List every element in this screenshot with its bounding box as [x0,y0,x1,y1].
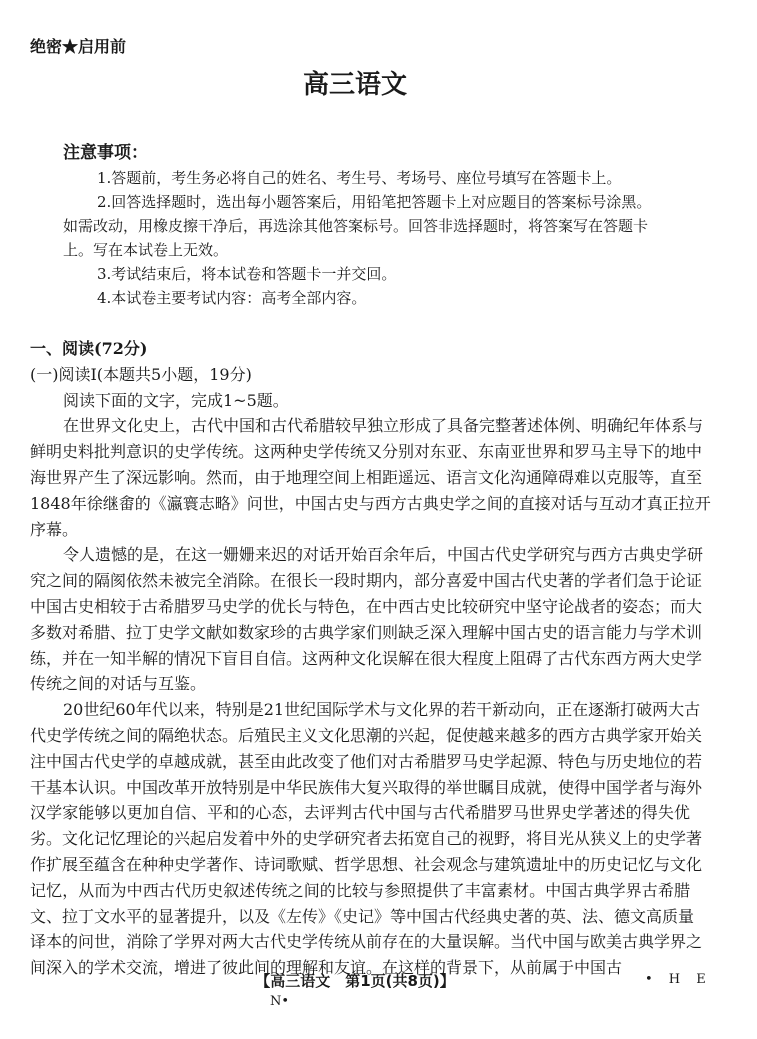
paragraph-line: 劣。文化记忆理论的兴起启发着中外的史学研究者去拓宽自己的视野，将目光从狭义上的史学著 [30,829,703,849]
paragraph-line: 练，并在一知半解的情况下盲目自信。这两种文化误解在很大程度上阻碍了古代东西方两大史学 [30,648,703,668]
paragraph [30,413,711,542]
footer-mark-right: • H E [645,972,712,987]
paragraph-line: 汉学家能够以更加自信、平和的心态，去评判古代中国与古代希腊罗马世界史学著述的得失优 [30,803,690,823]
page-title: 高三语文 [302,70,407,100]
instruction-text: 阅读下面的文字，完成1~5题。 [63,390,289,410]
notice-item: 如需改动，用橡皮擦干净后，再选涂其他答案标号。回答非选择题时，将答案写在答题卡 [63,217,649,235]
paragraph-line: 20世纪60年代以来，特别是21世纪国际学术与文化界的若干新动向，正在逐渐打破两大古 [63,700,701,720]
paragraph-line: 注中国古代史学的卓越成就，甚至由此改变了他们对古希腊罗马史学起源、特色与历史地位的若 [30,751,703,771]
notice-item: 1.答题前，考生务必将自己的姓名、考生号、考场号、座位号填写在答题卡上。 [97,169,622,187]
paragraph-line: 代史学传统之间的隔绝状态。后殖民主义文化思潮的兴起，促使越来越多的西方古典学家开始关 [30,725,703,745]
paragraph-line: 中国古史相较于古希腊罗马史学的优长与特色，在中西古史比较研究中坚守论战者的姿态；而大 [30,596,703,616]
paragraph-line: 究之间的隔阂依然未被完全消除。在很长一段时期内，部分喜爱中国古代史著的学者们急于论证 [30,571,703,591]
notice-item: 上。写在本试卷上无效。 [63,241,229,259]
footer-mark-bottom: N• [270,994,290,1009]
notice-list [63,166,653,310]
paragraph-line: 作扩展至蕴含在种种史学著作、诗词歌赋、哲学思想、社会观念与建筑遗址中的历史记忆与文化 [30,854,703,874]
notice-item: 4.本试卷主要考试内容：高考全部内容。 [97,289,367,307]
notice-item: 2.回答选择题时，选出每小题答案后，用铅笔把答题卡上对应题目的答案标号涂黑。 [97,193,652,211]
paragraph-line: 干基本认识。中国改革开放特别是中华民族伟大复兴取得的举世瞩目成就，使得中国学者与海外 [30,777,703,797]
paragraph-line: 传统之间的对话与互鉴。 [30,674,207,694]
paragraph-line: 文、拉丁文水平的显著提升，以及《左传》《史记》等中国古代经典史著的英、法、德文高质量 [30,906,695,926]
paragraph-line: 多数对希腊、拉丁史学文献如数家珍的古典学家们则缺乏深入理解中国古史的语言能力与学术训 [30,622,703,642]
paragraph-line: 译本的问世，消除了学界对两大古代史学传统从前存在的大量误解。当代中国与欧美古典学界之 [30,932,703,952]
notice-heading: 注意事项： [63,143,148,163]
paragraph-line: 海世界产生了深远影响。然而，由于地理空间上相距遥远、语言文化沟通障碍难以克服等，直至 [30,467,703,487]
paragraph-line: 1848年徐继畬的《瀛寰志略》问世，中国古史与西方古典史学之间的直接对话与互动才真正拉开 [30,493,711,513]
paragraph-line: 鲜明史料批判意识的史学传统。这两种史学传统又分别对东亚、东南亚世界和罗马主导下的地中 [30,442,703,462]
notice-section [63,140,653,310]
notice-item: 3.考试结束后，将本试卷和答题卡一并交回。 [97,265,397,283]
paragraph [30,542,704,697]
paragraph-line: 记忆，从而为中西古代历史叙述传统之间的比较与参照提供了丰富素材。中国古典学界古希腊 [30,880,690,900]
section-heading: 一、阅读(72分) [30,339,148,358]
paragraph-line: 间深入的学术交流，增进了彼此间的理解和友谊。在这样的背景下，从前属于中国古 [30,958,623,978]
paragraph-line: 在世界文化史上，古代中国和古代希腊较早独立形成了具备完整著述体例、明确纪年体系与 [63,416,704,436]
page-footer: 【高三语文 第1页(共8页)】 [255,972,455,990]
confidential-label: 绝密★启用前 [30,37,127,56]
paragraph-line: 令人遗憾的是，在这一姗姗来迟的对话开始百余年后，中国古代史学研究与西方古典史学研 [63,545,704,565]
paragraph-line: 序幕。 [30,519,79,539]
subsection-heading: (一)阅读Ⅰ(本题共5小题，19分) [30,364,252,384]
